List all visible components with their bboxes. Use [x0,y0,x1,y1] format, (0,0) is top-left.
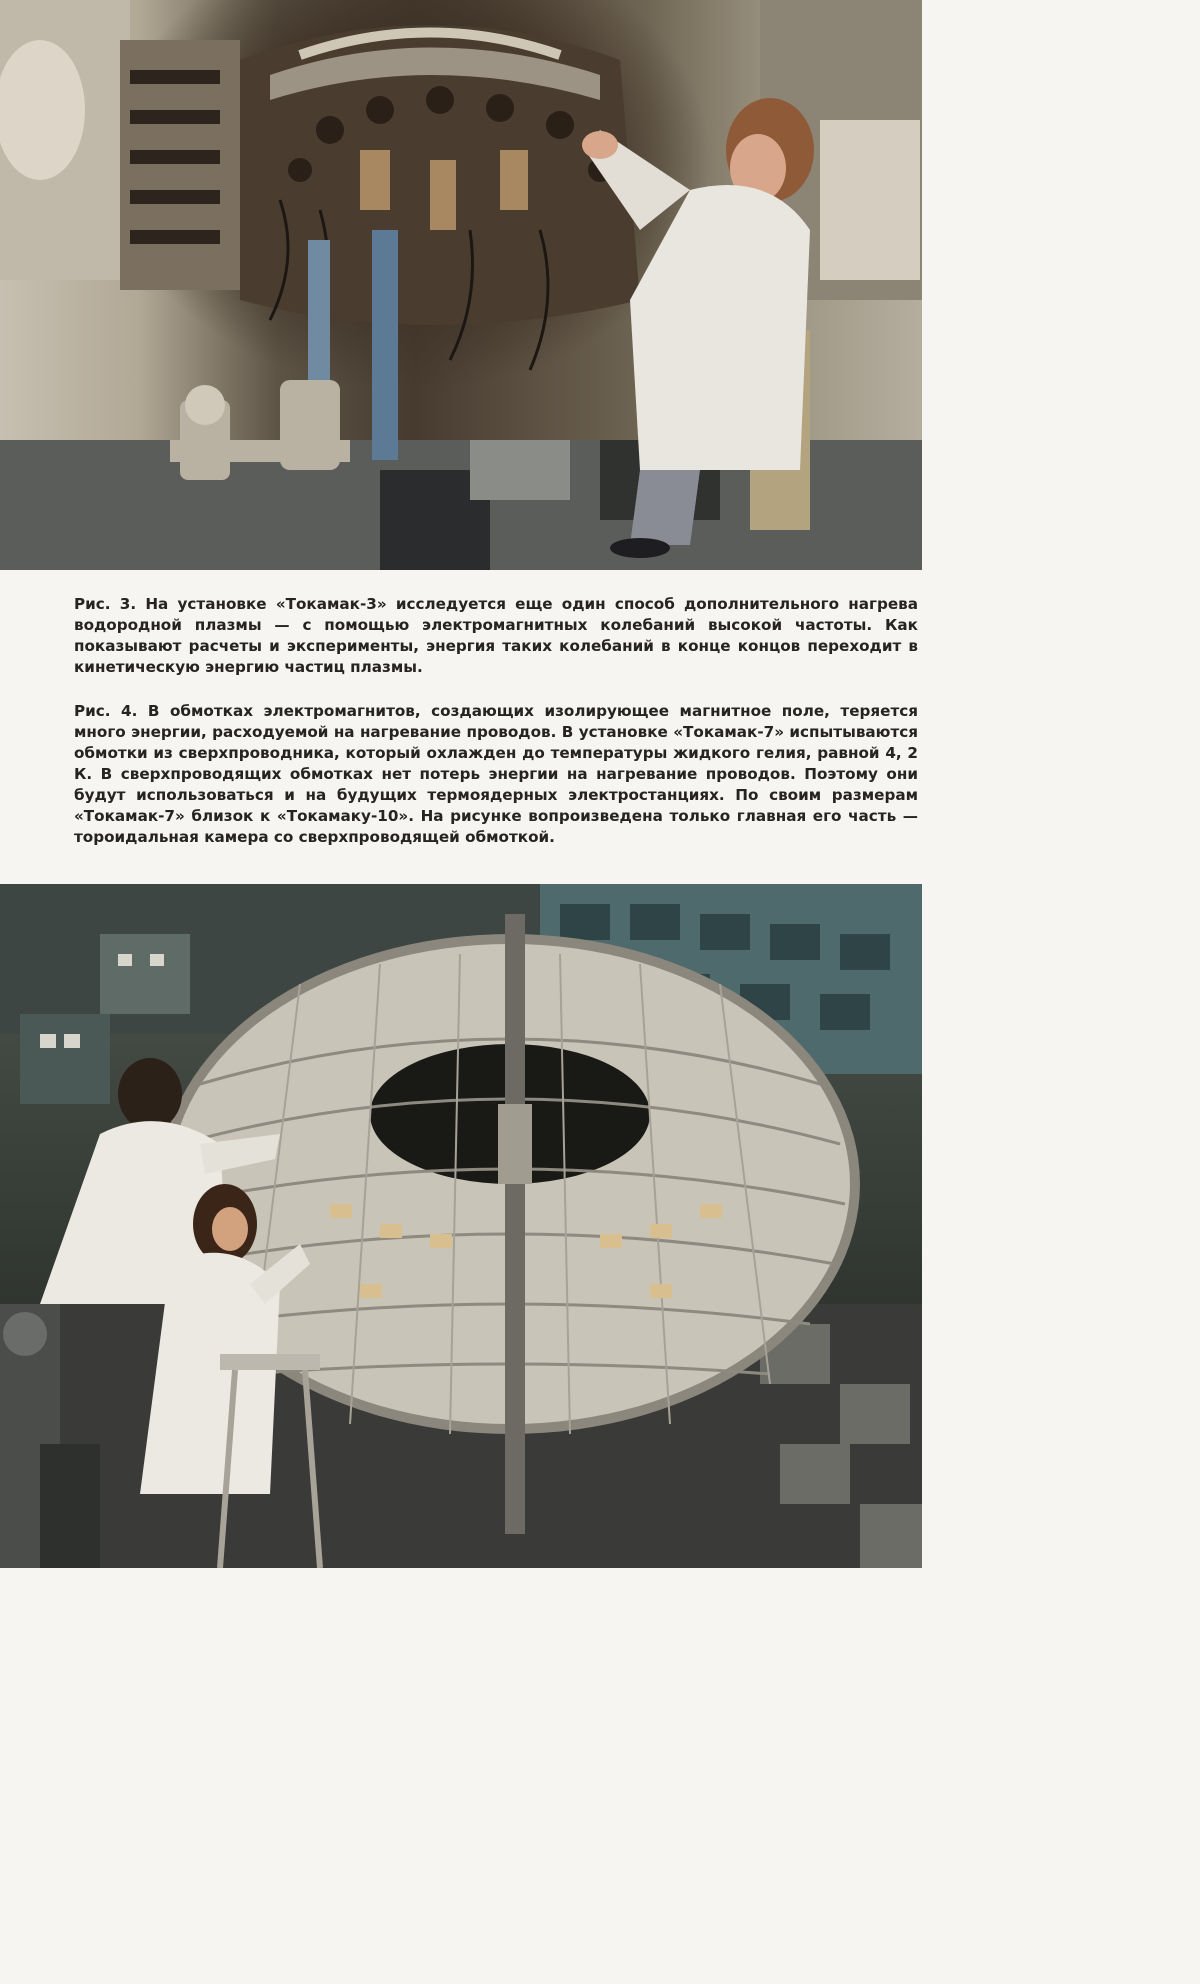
blue-pipe [372,230,398,460]
photo-tokamak-7-illustration [0,884,922,1568]
blue-pipe-2 [308,240,330,390]
photo-tokamak-7 [0,884,922,1568]
photo-tokamak-3-illustration [0,0,922,570]
left-structure [0,0,240,290]
caption-figure-4: Рис. 4. В обмотках электромагнитов, создающих изолирующее магнитное поле, теряется много энергии, расходуемой на нагревание проводов. В установке «Токамак-7» испытываются обмотки из сверхпроводника, который охлажден до температуры жидкого гелия, равной 4, 2 К. В сверхпроводящих обмотках нет потерь энергии на нагревание проводов. Поэтому они будут использоваться и на будущих термоядерных электростанциях. По своим размерам «Токамак-7» близок к «Токамаку-10». На рисунке вопроизведена только главная его часть — тороидальная камера со сверхпроводящей обмоткой. [74,702,918,846]
machine-body [240,25,640,370]
caption-figure-3: Рис. 3. На установке «Токамак-3» исследуется еще один способ дополнительного нагрева водородной плазмы — с помощью электромагнитных колебаний высокой частоты. Как показывают расчеты и эксперименты, энергия таких колебаний в конце концов переходит в кинетическую энергию частиц плазмы. [74,595,918,676]
photo-tokamak-3 [0,0,922,570]
